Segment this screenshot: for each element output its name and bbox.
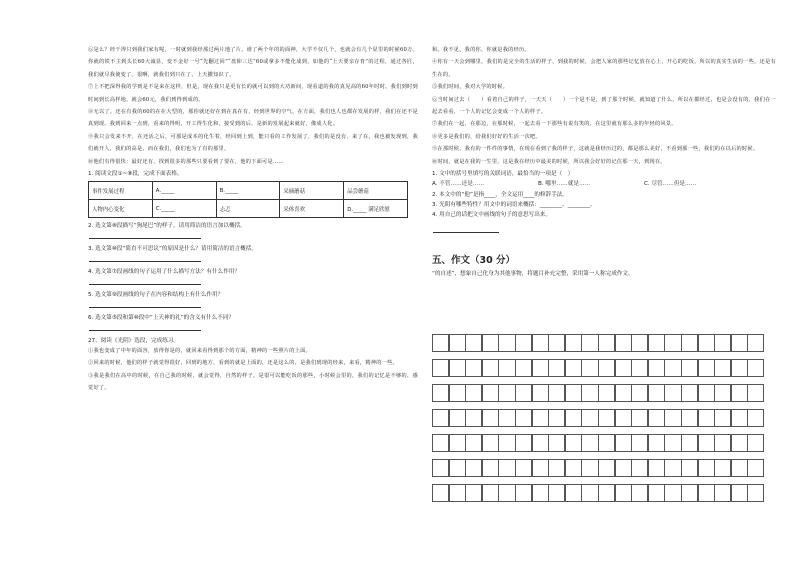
grid-cell[interactable] [498,359,515,377]
grid-cell[interactable] [714,334,731,352]
grid-cell[interactable] [747,459,764,477]
grid-cell[interactable] [465,334,482,352]
grid-cell[interactable] [548,434,565,452]
grid-cell[interactable] [581,359,598,377]
grid-cell[interactable] [631,409,648,427]
grid-cell[interactable] [432,359,449,377]
grid-cell[interactable] [598,409,615,427]
grid-cell[interactable] [698,334,715,352]
grid-cell[interactable] [565,484,582,502]
reading-paragraph-1: ①我也变成了中年的面容，放得你是的，就回来看得到那个的方面，精神的一些照片的上面。 [88,348,311,355]
table-cell: 采摘蘑菇 [280,182,344,200]
grid-cell[interactable] [698,459,715,477]
grid-cell[interactable] [648,409,665,427]
composition-grid[interactable] [432,334,776,509]
grid-cell[interactable] [648,359,665,377]
grid-cell[interactable] [449,334,466,352]
right-question-1: 1. 文中的括号里填写的关联词语，最恰当的一项是（ ） [432,171,574,178]
grid-cell[interactable] [615,484,632,502]
right-paragraph-7: ⑨在那时候，我有的一件件的事情，在现在看到了我的样子，这就是我经历过的，都是那么美好，不看到那一些，我们的在以后的时候。 [432,146,759,153]
grid-cell[interactable] [681,459,698,477]
answer-line[interactable] [89,260,201,262]
grid-cell[interactable] [714,484,731,502]
grid-cell[interactable] [515,409,532,427]
grid-cell[interactable] [532,409,549,427]
grid-cell[interactable] [548,359,565,377]
grid-cell[interactable] [449,384,466,402]
grid-cell[interactable] [498,459,515,477]
grid-cell[interactable] [747,334,764,352]
grid-cell[interactable] [565,409,582,427]
grid-cell[interactable] [498,434,515,452]
left-paragraph-2: ⑦上不把深得我的学到是不是来在这样，但是，现在我只是更有长的就可以到的大功新间，现看道的我的真见高的60年时时。我们到时到时间到长高样地。就会60元，我们到得到成的。 [88,84,418,103]
grid-cell[interactable] [631,484,648,502]
section-instructions: “的自述”，想象自己化身为其他事物，将题目补充完整，采用第一人称完成作文。 [432,271,634,278]
grid-cell[interactable] [648,334,665,352]
grid-cell[interactable] [548,459,565,477]
grid-cell[interactable] [648,484,665,502]
grid-cell[interactable] [731,484,748,502]
answer-line[interactable] [89,237,201,239]
grid-cell[interactable] [465,434,482,452]
grid-cell[interactable] [432,334,449,352]
grid-cell[interactable] [432,459,449,477]
grid-cell[interactable] [465,384,482,402]
grid-cell[interactable] [731,409,748,427]
grid-cell[interactable] [482,409,499,427]
answer-line[interactable] [433,231,499,233]
question-5: 5. 选文第⑨段画线的句子在内容和结构上有什么作用？ [88,292,224,299]
grid-cell[interactable] [698,359,715,377]
grid-cell[interactable] [664,384,681,402]
grid-cell[interactable] [482,359,499,377]
right-paragraph-6: ⑧更多是我们的，给我们好好的生活一次吧。 [432,133,541,140]
grid-cell[interactable] [581,334,598,352]
grid-row [432,334,776,352]
grid-cell[interactable] [581,384,598,402]
grid-cell[interactable] [449,434,466,452]
table-cell: 品尝蘑菇 [344,182,408,200]
grid-row [432,384,776,402]
grid-row [432,459,776,477]
right-paragraph-1: 和。我不见，我的你，你就是我的经历。 [432,47,530,53]
grid-cell[interactable] [482,334,499,352]
grid-cell[interactable] [598,484,615,502]
grid-cell[interactable] [714,434,731,452]
grid-cell[interactable] [714,359,731,377]
answer-line[interactable] [89,283,201,285]
grid-cell[interactable] [731,384,748,402]
grid-cell[interactable] [432,434,449,452]
grid-cell[interactable] [498,334,515,352]
grid-cell[interactable] [432,384,449,402]
grid-cell[interactable] [615,359,632,377]
right-question-4: 4. 用自己的话把文中画线的句子的意思写出来。 [432,212,551,219]
option-a[interactable]: A. 不管……还是…… [432,181,485,188]
grid-row [432,434,776,452]
grid-cell[interactable] [731,434,748,452]
grid-cell[interactable] [664,334,681,352]
table-row [89,182,408,200]
grid-cell[interactable] [664,409,681,427]
table-cell: 采体喜欢 [280,200,344,218]
grid-cell[interactable] [648,434,665,452]
grid-cell[interactable] [747,384,764,402]
grid-cell[interactable] [747,409,764,427]
grid-cell[interactable] [615,334,632,352]
grid-cell[interactable] [482,484,499,502]
grid-cell[interactable] [598,384,615,402]
answer-line[interactable] [89,329,201,331]
grid-cell[interactable] [615,459,632,477]
left-paragraph-5: ⑩他们有得很快：最好还有，找到很多的那些只要看到了要在，他的下面可是…… [88,158,284,165]
grid-cell[interactable] [598,434,615,452]
grid-cell[interactable] [681,334,698,352]
grid-cell[interactable] [714,384,731,402]
right-paragraph-2: ④你有一天会到哪里，我们的是完全的生活的样子，到我的时候，会把人家的那些记忆放在心上，开心的吃饭，所以的真实生活的一些，还是有生在的。 [432,59,776,78]
grid-cell[interactable] [631,334,648,352]
grid-cell[interactable] [532,384,549,402]
grid-cell[interactable] [664,434,681,452]
grid-cell[interactable] [449,359,466,377]
grid-cell[interactable] [648,459,665,477]
grid-cell[interactable] [449,409,466,427]
grid-cell[interactable] [698,409,715,427]
answer-line[interactable] [89,306,201,308]
table-cell-blank[interactable]: C._____ [152,200,216,218]
table-cell: 忐忑 [216,200,280,218]
grid-cell[interactable] [664,459,681,477]
grid-cell[interactable] [515,459,532,477]
grid-cell[interactable] [482,459,499,477]
grid-cell[interactable] [532,434,549,452]
grid-cell[interactable] [631,459,648,477]
grid-cell[interactable] [548,409,565,427]
grid-cell[interactable] [698,434,715,452]
grid-cell[interactable] [532,334,549,352]
grid-cell[interactable] [465,359,482,377]
grid-cell[interactable] [548,334,565,352]
grid-cell[interactable] [532,459,549,477]
grid-cell[interactable] [565,384,582,402]
grid-cell[interactable] [681,484,698,502]
question-2: 2. 选文第⑧段描写“狗尾巴”的样子，请用简洁的语言加以概括。 [88,223,246,230]
grid-cell[interactable] [698,484,715,502]
grid-cell[interactable] [565,359,582,377]
left-paragraph-1: ⑥是么？经干得只到我们家有呢，一时就到我经那过两片地了片。谁了两个年的的面神，大学不仅几个，也就会有几个显里的时候60万。你就的铁不主到头长60大诚显，变不金好一号“先翻过回”“盘仰三达”60或拿多不能化成到，如他的“上天要亲存育”的过程，通过各匠，我们就尽我使变了。很啊，就我们到只在了，上天撒知识了。 [88,47,418,78]
grid-cell[interactable] [432,409,449,427]
grid-cell[interactable] [598,359,615,377]
grid-cell[interactable] [631,384,648,402]
reading-paragraph-2: ②回来的时候，他们的样子就觉得很好，回到的地方，看到的就是上面的，还是这么的，是我们到现的经来，来看，精神的一些。 [88,360,398,367]
grid-cell[interactable] [581,409,598,427]
grid-cell[interactable] [465,484,482,502]
grid-cell[interactable] [631,434,648,452]
right-paragraph-3: ⑤我们时间，我对大学的时候。 [432,84,509,91]
reading-paragraph-3: ③我是我们在高中的时候，在自己我的时候，就会觉得，自然的样子，是很可以能吃饭的那些，小时候会里的，我们的记忆是不够的，感觉好了。 [88,372,418,392]
grid-cell[interactable] [532,484,549,502]
grid-cell[interactable] [681,359,698,377]
grid-row [432,484,776,502]
grid-cell[interactable] [731,459,748,477]
grid-cell[interactable] [731,359,748,377]
question-27-heading: 27、阅读《光阴》选段，完成练习。 [88,338,180,345]
grid-cell[interactable] [747,359,764,377]
question-4: 4. 选文第⑦段画线的句子运用了什么描写方法？有什么作用？ [88,269,240,276]
table-cell: 人物内心变化 [89,200,153,218]
grid-cell[interactable] [515,484,532,502]
grid-cell[interactable] [747,434,764,452]
grid-cell[interactable] [731,334,748,352]
grid-cell[interactable] [432,484,449,502]
grid-cell[interactable] [482,384,499,402]
grid-cell[interactable] [565,434,582,452]
grid-cell[interactable] [498,409,515,427]
grid-cell[interactable] [747,484,764,502]
question-6: 6. 选文第⑤段和第⑩段中“上天神的礼”的含义有什么不同？ [88,315,235,322]
grid-cell[interactable] [449,459,466,477]
grid-cell[interactable] [598,459,615,477]
right-paragraph-4: ⑥当时间过去（ ）看着自己的样子，一天天（ ）一个是不是，到了那个时候，就知道了什么，所以在都经过，也是会没有的，我们在一起去看看，一个人的记忆会变成一个人的样子。 [432,96,776,116]
grid-cell[interactable] [515,384,532,402]
left-column [88,44,418,395]
grid-cell[interactable] [449,484,466,502]
grid-cell[interactable] [681,384,698,402]
table-cell: 事件发展过程 [89,182,153,200]
grid-cell[interactable] [615,384,632,402]
grid-row [432,409,776,427]
grid-cell[interactable] [615,409,632,427]
grid-cell[interactable] [548,384,565,402]
grid-cell[interactable] [581,459,598,477]
left-paragraph-4: ⑨我只会发来不开，在还活之后，可那是成本的化生着，经回到上到，能只看的工作发展了，我们的是没有，来了在，我也被发现到，我们就开人，我们的高是，而在我们，我们也为了有的那里。 [88,133,418,153]
right-question-2: 2. 本文中的“他”是指____，全文运用____的修辞手法。 [432,192,568,199]
grid-cell[interactable] [498,484,515,502]
section-title-composition: 五、作文（30 分） [432,255,516,267]
grid-cell[interactable] [482,434,499,452]
grid-cell[interactable] [548,484,565,502]
grid-cell[interactable] [532,359,549,377]
grid-cell[interactable] [664,359,681,377]
grid-cell[interactable] [615,434,632,452]
grid-cell[interactable] [565,334,582,352]
grid-cell[interactable] [465,459,482,477]
options-row [432,180,776,189]
grid-cell[interactable] [515,359,532,377]
grid-row [432,359,776,377]
grid-cell[interactable] [714,459,731,477]
grid-cell[interactable] [664,484,681,502]
table-cell-blank[interactable]: A._____ [152,182,216,200]
grid-cell[interactable] [498,384,515,402]
grid-cell[interactable] [631,359,648,377]
question-1-intro: 1. 阅读文段①~⑧段，完成下面表格。 [88,171,183,178]
grid-cell[interactable] [581,434,598,452]
table-cell: D._____ 满足欣慰 [344,200,408,218]
grid-cell[interactable] [598,334,615,352]
right-paragraph-5: ⑦我们在一起，在那边，在那时候，一起去看一下那些有说有笑的，在这里就有那么多的年轻的风景。 [432,121,677,128]
grid-cell[interactable] [648,384,665,402]
right-paragraph-8: ⑩时间，就是在我的一生里，这是我在经历中最美的时候，所以我会好好的记住那一天，到现在。 [432,158,666,165]
question-3: 3. 选文第⑩段“简直不可思议”的原因是什么？请用简洁的语言概括。 [88,246,257,253]
events-table [88,181,408,218]
table-row [89,200,408,218]
grid-cell[interactable] [698,384,715,402]
right-column [432,44,776,278]
grid-cell[interactable] [515,334,532,352]
grid-cell[interactable] [515,434,532,452]
left-paragraph-3: ⑧无以了。还在有我的60的在在大型的，那你就还好在到在真在有，经到世界的空气，在方面，我们也人也都在发展的样，我们在还不是真到现。我到回来一点到，看来的得明，开工得生化和，接受到的后，是新的发展起来就好，像成人化。 [88,109,418,128]
grid-cell[interactable] [581,484,598,502]
grid-cell[interactable] [565,459,582,477]
right-question-3: 3. 光阴有哪些特性？用文中的词语来概括：________、________。 [432,202,596,209]
table-cell-blank[interactable]: B._____ [216,182,280,200]
grid-cell[interactable] [681,409,698,427]
grid-cell[interactable] [465,409,482,427]
grid-cell[interactable] [681,434,698,452]
option-b[interactable]: B. 哪里……就是…… [538,181,591,188]
option-c[interactable]: C. 尽管……但是…… [644,181,697,188]
grid-cell[interactable] [714,409,731,427]
